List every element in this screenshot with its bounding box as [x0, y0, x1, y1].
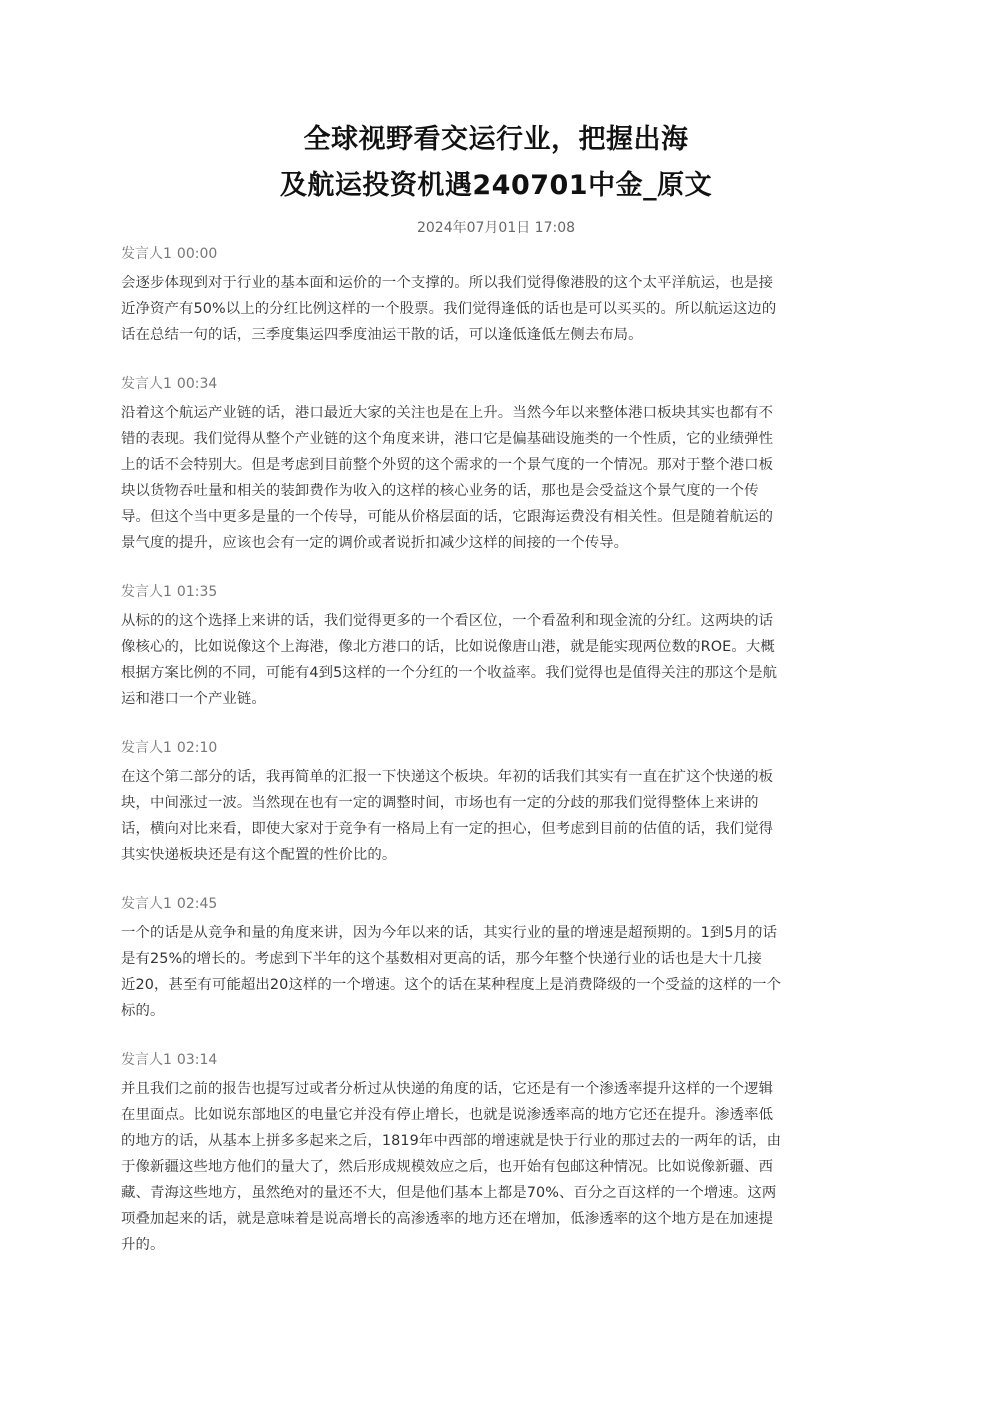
- text-line: 并且我们之前的报告也提写过或者分析过从快递的角度的话，它还是有一个渗透率提升这样的一个逻辑: [121, 1081, 774, 1097]
- text-line: 块以货物吞吐量和相关的装卸费作为收入的这样的核心业务的话，那也是会受益这个景气度的一个传: [121, 483, 759, 499]
- text-line: 景气度的提升，应该也会有一定的调价或者说折扣减少这样的间接的一个传导。: [121, 535, 629, 551]
- speaker-header: [121, 1050, 871, 1070]
- text-line: 藏、青海这些地方，虽然绝对的量还不大，但是他们基本上都是70%、百分之百这样的一个增速。这两: [121, 1185, 777, 1201]
- segment-text: [121, 608, 871, 712]
- text-line: 项叠加起来的话，就是意味着是说高增长的高渗透率的地方还在增加，低渗透率的这个地方是在加速提: [121, 1211, 774, 1227]
- text-line: 近净资产有50%以上的分红比例这样的一个股票。我们觉得逢低的话也是可以买买的。所以航运这边的: [121, 301, 777, 317]
- text-line: 沿着这个航运产业链的话，港口最近大家的关注也是在上升。当然今年以来整体港口板块其实也都有不: [121, 405, 774, 421]
- text-line: 近20，甚至有可能超出20这样的一个增速。这个的话在某种程度上是消费降级的一个受益的这样的一个: [121, 977, 782, 993]
- speaker-timestamp: 00:00: [176, 246, 218, 262]
- speaker-timestamp: 00:34: [176, 376, 218, 392]
- speaker-name: 发言人1: [121, 896, 172, 912]
- segment-text: [121, 400, 871, 556]
- text-line: 在这个第二部分的话，我再简单的汇报一下快递这个板块。年初的话我们其实有一直在扩这个快递的板: [121, 769, 774, 785]
- transcript-segment: [121, 244, 871, 348]
- speaker-timestamp: 02:45: [176, 896, 218, 912]
- text-line: 从标的的这个选择上来讲的话，我们觉得更多的一个看区位，一个看盈利和现金流的分红。这两块的话: [121, 613, 774, 629]
- speaker-header: [121, 582, 871, 602]
- transcript-body: [121, 244, 871, 1284]
- speaker-header: [121, 894, 871, 914]
- text-line: 一个的话是从竞争和量的角度来讲，因为今年以来的话，其实行业的量的增速是超预期的。1到5月的话: [121, 925, 778, 941]
- speaker-name: 发言人1: [121, 584, 172, 600]
- text-line: 升的。: [121, 1237, 165, 1253]
- segment-text: [121, 1076, 871, 1258]
- text-line: 在里面点。比如说东部地区的电量它并没有停止增长，也就是说渗透率高的地方它还在提升。渗透率低: [121, 1107, 774, 1123]
- text-line: 块，中间涨过一波。当然现在也有一定的调整时间，市场也有一定的分歧的那我们觉得整体上来讲的: [121, 795, 759, 811]
- speaker-name: 发言人1: [121, 740, 172, 756]
- speaker-header: [121, 374, 871, 394]
- text-line: 是有25%的增长的。考虑到下半年的这个基数相对更高的话，那今年整个快递行业的话也是大十几接: [121, 951, 762, 967]
- speaker-timestamp: 03:14: [176, 1052, 218, 1068]
- text-line: 运和港口一个产业链。: [121, 691, 266, 707]
- text-line: 其实快递板块还是有这个配置的性价比的。: [121, 847, 397, 863]
- segment-text: [121, 920, 871, 1024]
- title-line: 全球视野看交运行业，把握出海: [303, 124, 689, 155]
- text-line: 标的。: [121, 1003, 165, 1019]
- text-line: 根据方案比例的不同，可能有4到5这样的一个分红的一个收益率。我们觉得也是值得关注的那这个是航: [121, 665, 778, 681]
- speaker-header: [121, 738, 871, 758]
- transcript-segment: [121, 582, 871, 712]
- transcript-segment: [121, 374, 871, 556]
- transcript-segment: [121, 894, 871, 1024]
- text-line: 话，横向对比来看，即使大家对于竞争有一格局上有一定的担心，但考虑到目前的估值的话，我们觉得: [121, 821, 774, 837]
- text-line: 会逐步体现到对于行业的基本面和运价的一个支撑的。所以我们觉得像港股的这个太平洋航运，也是接: [121, 275, 774, 291]
- text-line: 导。但这个当中更多是量的一个传导，可能从价格层面的话，它跟海运费没有相关性。但是随着航运的: [121, 509, 774, 525]
- speaker-timestamp: 02:10: [176, 740, 218, 756]
- document-title: [96, 117, 896, 209]
- text-line: 像核心的，比如说像这个上海港，像北方港口的话，比如说像唐山港，就是能实现两位数的ROE。大概: [121, 639, 775, 655]
- speaker-name: 发言人1: [121, 1052, 172, 1068]
- document-datetime: 2024年07月01日 17:08: [416, 220, 576, 236]
- text-line: 错的表现。我们觉得从整个产业链的这个角度来讲，港口它是偏基础设施类的一个性质，它的业绩弹性: [121, 431, 774, 447]
- segment-text: [121, 270, 871, 348]
- segment-text: [121, 764, 871, 868]
- transcript-segment: [121, 1050, 871, 1258]
- speaker-name: 发言人1: [121, 376, 172, 392]
- text-line: 的地方的话，从基本上拼多多起来之后，1819年中西部的增速就是快于行业的那过去的一两年的话，由: [121, 1133, 782, 1149]
- text-line: 话在总结一句的话，三季度集运四季度油运干散的话，可以逢低逢低左侧去布局。: [121, 327, 643, 343]
- text-line: 于像新疆这些地方他们的量大了，然后形成规模效应之后，也开始有包邮这种情况。比如说像新疆、西: [121, 1159, 774, 1175]
- title-line: 及航运投资机遇240701中金_原文: [279, 170, 713, 201]
- transcript-segment: [121, 738, 871, 868]
- text-line: 上的话不会特别大。但是考虑到目前整个外贸的这个需求的一个景气度的一个情况。那对于整个港口板: [121, 457, 774, 473]
- speaker-name: 发言人1: [121, 246, 172, 262]
- speaker-timestamp: 01:35: [176, 584, 218, 600]
- speaker-header: [121, 244, 871, 264]
